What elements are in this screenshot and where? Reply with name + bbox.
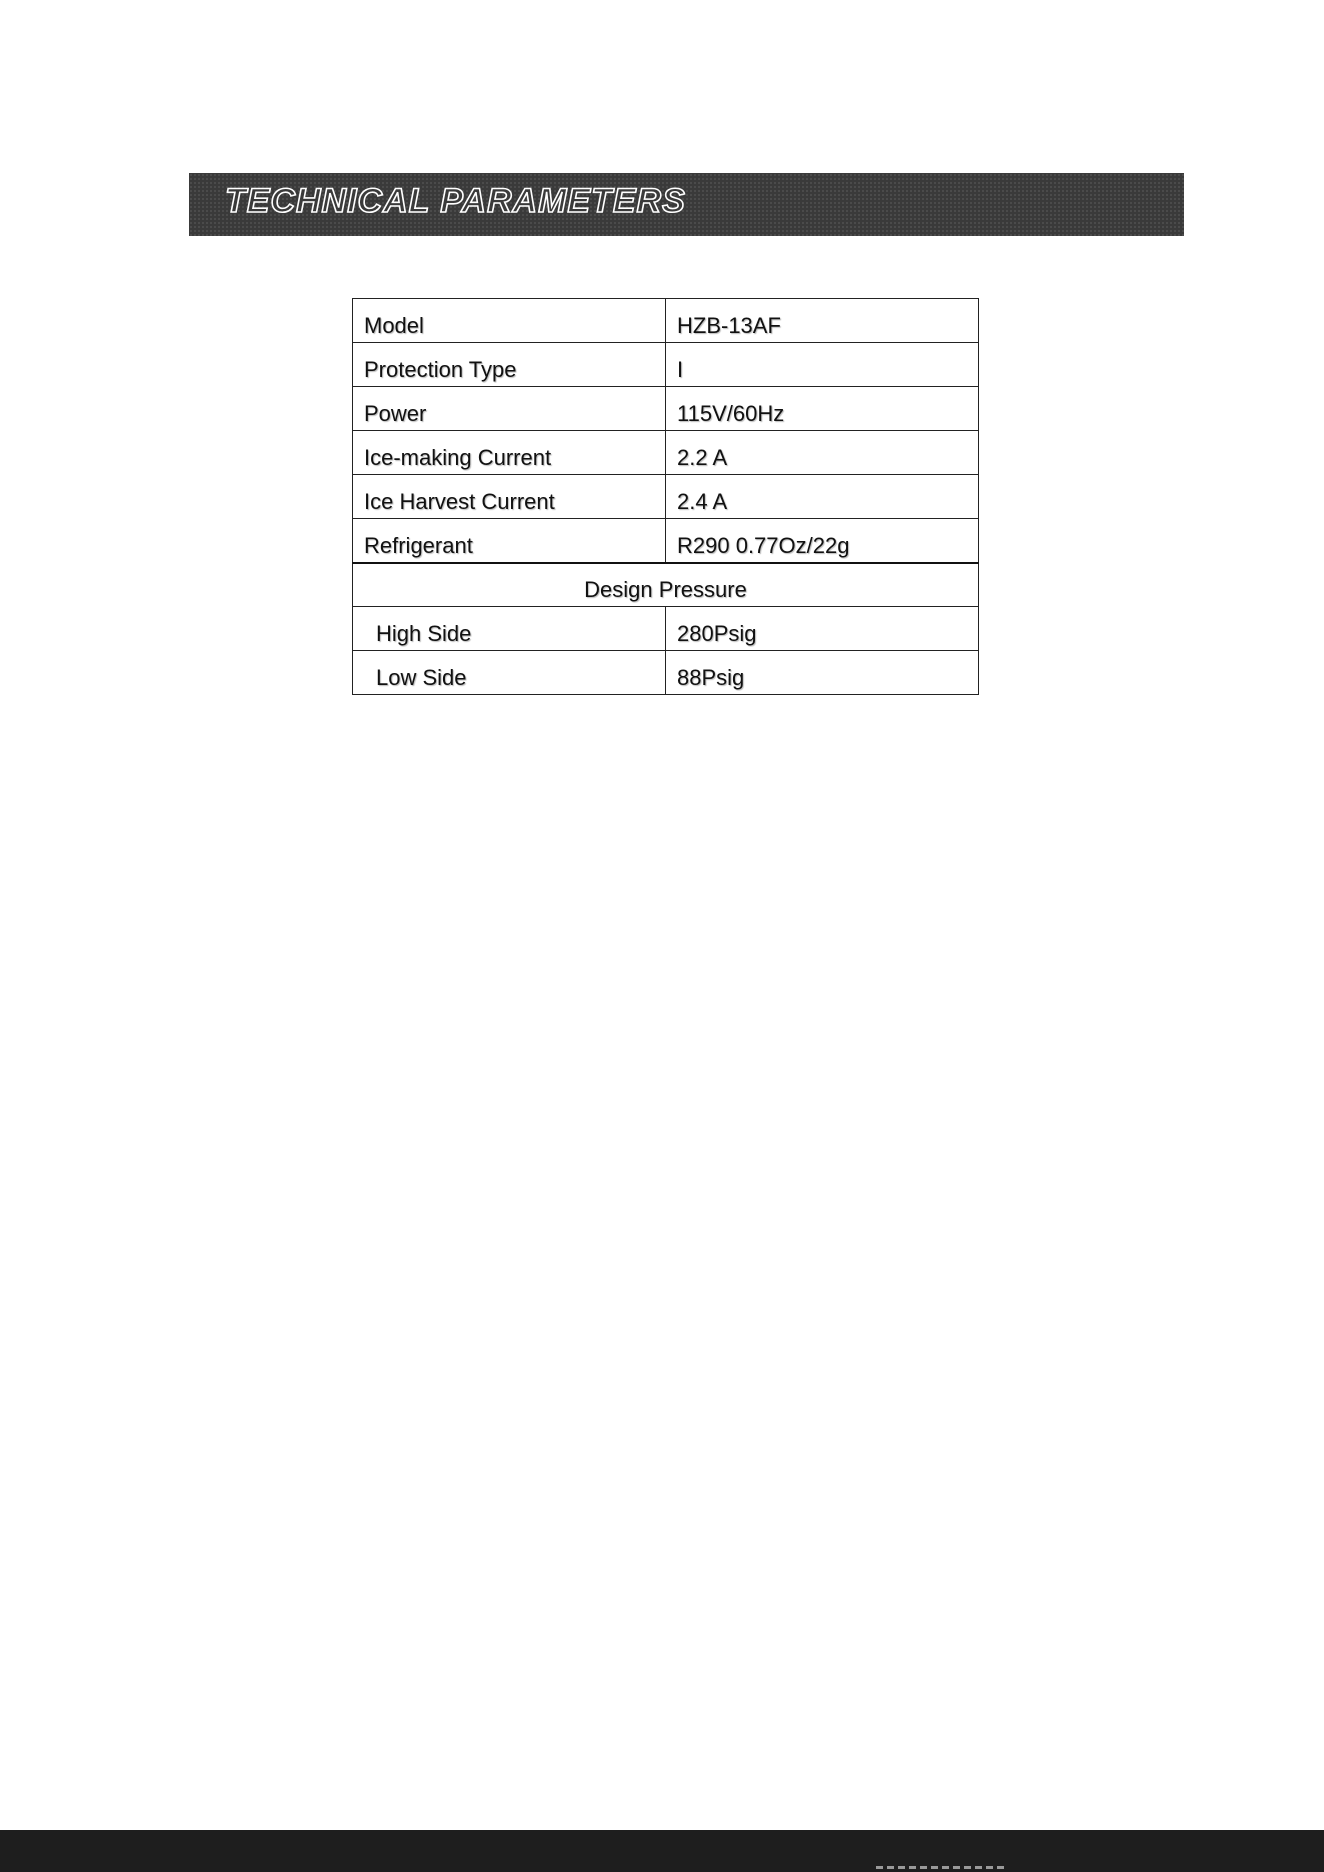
table-row	[353, 519, 979, 563]
table-row	[353, 475, 979, 519]
table-row	[353, 343, 979, 387]
pressure-value: 280Psig	[666, 607, 979, 651]
param-value: 2.4 A	[666, 475, 979, 519]
param-label: Model	[353, 299, 666, 343]
table-row	[353, 387, 979, 431]
param-label: Ice-making Current	[353, 431, 666, 475]
param-value: HZB-13AF	[666, 299, 979, 343]
footer-decoration	[876, 1866, 1006, 1869]
section-title: TECHNICAL PARAMETERS	[225, 182, 686, 220]
pressure-value: 88Psig	[666, 651, 979, 695]
table-row	[353, 431, 979, 475]
table-row-section-heading	[353, 563, 979, 607]
footer-bar	[0, 1830, 1324, 1872]
section-banner	[189, 173, 1184, 236]
param-label: Ice Harvest Current	[353, 475, 666, 519]
pressure-label: High Side	[353, 607, 666, 651]
param-value: I	[666, 343, 979, 387]
param-value: R290 0.77Oz/22g	[666, 519, 979, 563]
param-value: 115V/60Hz	[666, 387, 979, 431]
pressure-label: Low Side	[353, 651, 666, 695]
design-pressure-heading: Design Pressure	[353, 563, 979, 607]
param-label: Refrigerant	[353, 519, 666, 563]
param-value: 2.2 A	[666, 431, 979, 475]
table-row	[353, 651, 979, 695]
param-label: Power	[353, 387, 666, 431]
param-label: Protection Type	[353, 343, 666, 387]
table-row	[353, 607, 979, 651]
technical-parameters-table	[352, 298, 979, 695]
table-row	[353, 299, 979, 343]
